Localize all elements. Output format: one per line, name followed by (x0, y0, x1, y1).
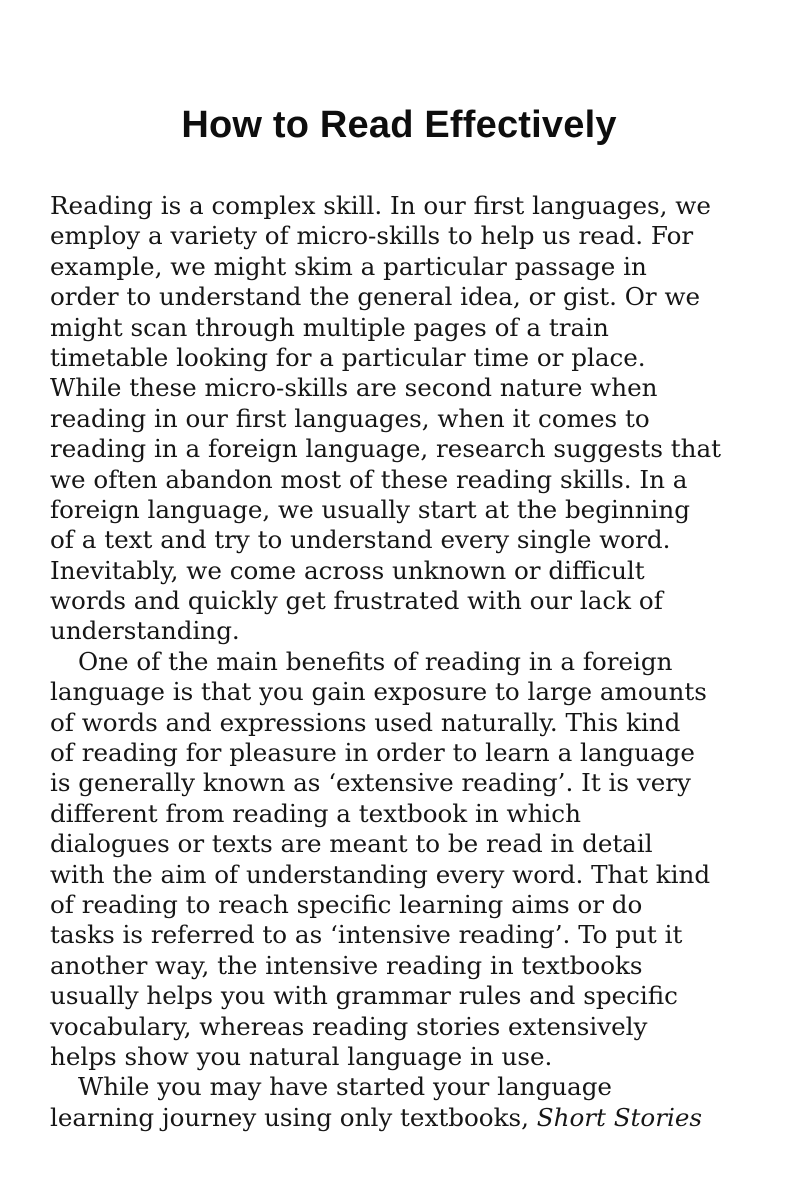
text-line: of reading to reach specific learning aims or do (50, 889, 643, 919)
text-line: is generally known as ‘extensive reading’. It is very (50, 768, 691, 798)
text-line: helps show you natural language in use. (50, 1041, 553, 1071)
text-line: foreign language, we usually start at the beginning (50, 494, 690, 524)
text-line: reading in our first languages, when it comes to (50, 403, 650, 433)
text-line: dialogues or texts are meant to be read in detail (50, 829, 653, 859)
text-line: reading in a foreign language, research suggests that (50, 434, 722, 464)
text-line: of a text and try to understand every single word. (50, 525, 671, 555)
text-line: example, we might skim a particular passage in (50, 251, 647, 281)
text-line: order to understand the general idea, or gist. Or we (50, 282, 701, 312)
text-line: another way, the intensive reading in textbooks (50, 950, 643, 980)
text-line-first: One of the main benefits of reading in a foreign (78, 646, 673, 676)
text-line: While these micro-skills are second nature when (50, 373, 658, 403)
text-line: we often abandon most of these reading skills. In a (50, 464, 688, 494)
text-line: words and quickly get frustrated with our lack of (50, 586, 663, 616)
text-line: language is that you gain exposure to large amounts (50, 677, 707, 707)
paragraph-3 (50, 1072, 760, 1133)
text-line: of words and expressions used naturally. This kind (50, 707, 681, 737)
text-line: understanding. (50, 616, 240, 646)
text-line: might scan through multiple pages of a train (50, 312, 609, 342)
book-title-italic: Short Stories (536, 1102, 703, 1132)
text-line: different from reading a textbook in which (50, 798, 581, 828)
text-line: of reading for pleasure in order to learn a language (50, 738, 695, 768)
page-title: How to Read Effectively (181, 104, 617, 146)
text-run: learning journey using only textbooks, (50, 1102, 537, 1132)
text-line: vocabulary, whereas reading stories extensively (50, 1011, 648, 1041)
text-line: timetable looking for a particular time or place. (50, 342, 646, 372)
text-line: Inevitably, we come across unknown or difficult (50, 555, 645, 585)
paragraph-2 (50, 647, 760, 1072)
text-line: tasks is referred to as ‘intensive reading’. To put it (50, 920, 683, 950)
text-line: with the aim of understanding every word. That kind (50, 859, 711, 889)
body-text (50, 191, 760, 1133)
text-line: employ a variety of micro-skills to help us read. For (50, 221, 694, 251)
paragraph-1 (50, 191, 760, 647)
text-line: usually helps you with grammar rules and specific (50, 981, 678, 1011)
text-line: Reading is a complex skill. In our first languages, we (50, 191, 711, 220)
text-line-first: While you may have started your language (78, 1072, 612, 1102)
text-line-last (50, 1103, 760, 1133)
